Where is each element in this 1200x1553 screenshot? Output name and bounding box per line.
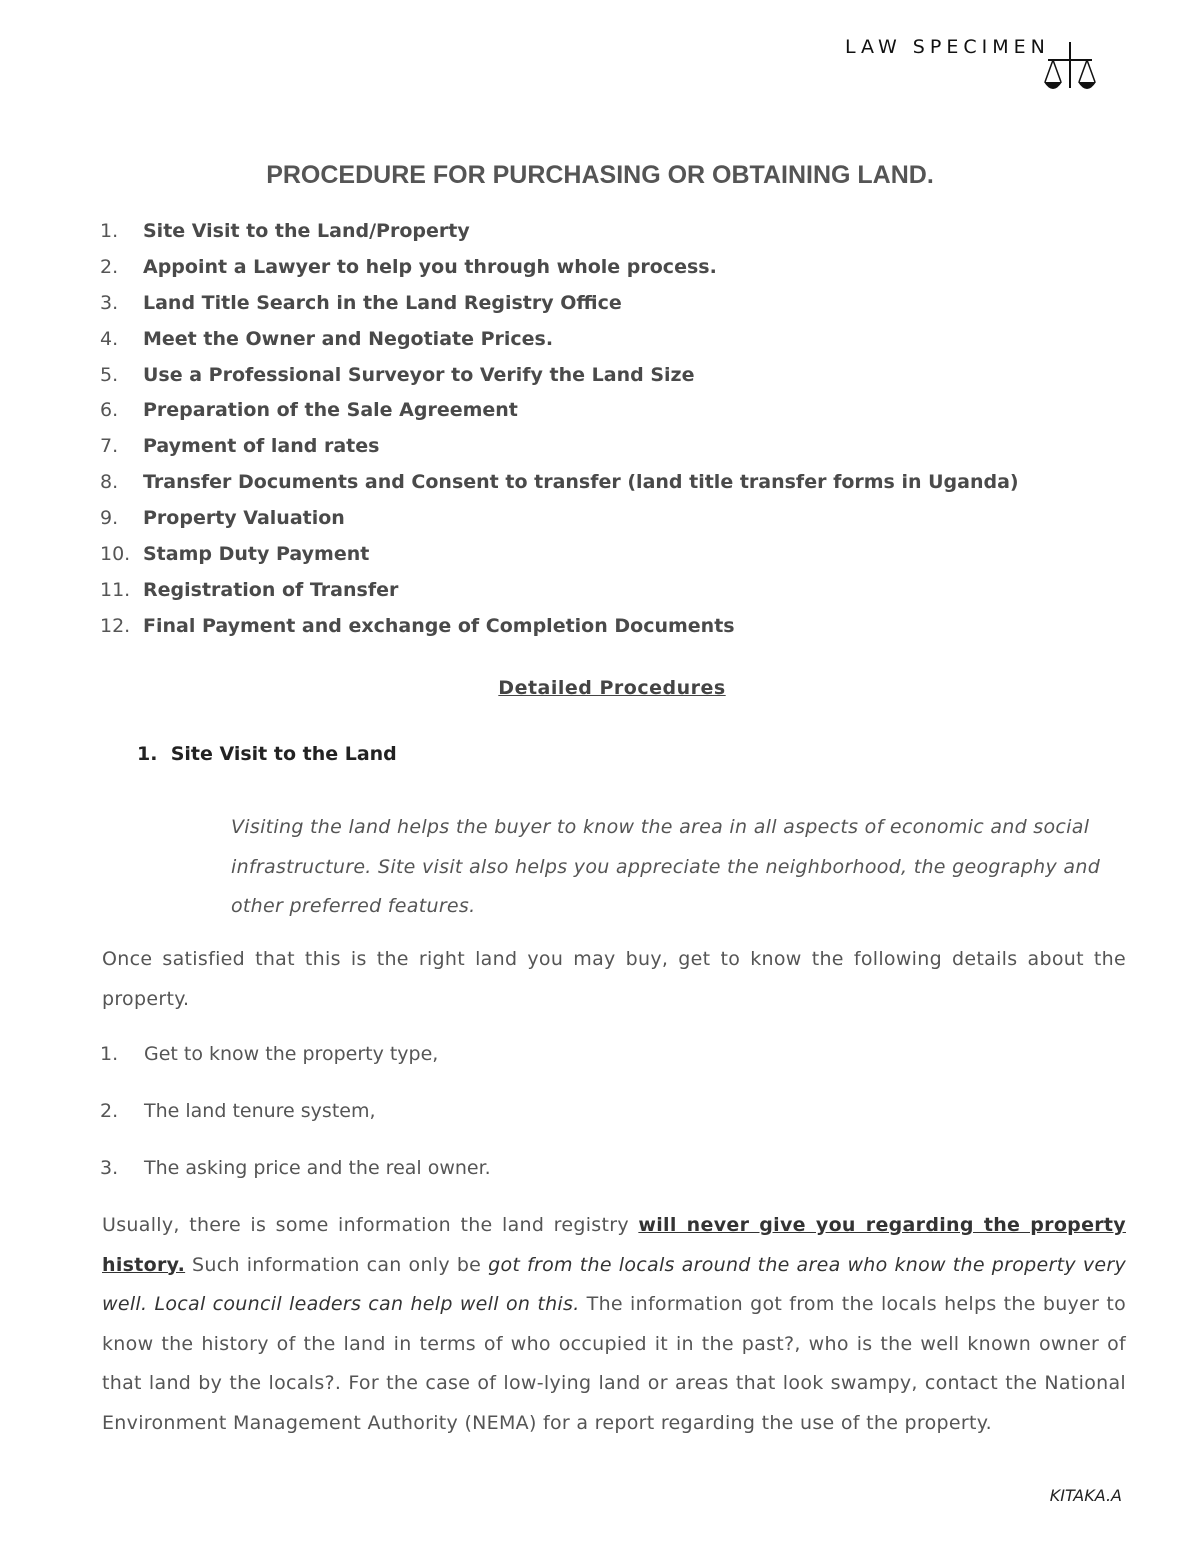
list-number: 3. (100, 291, 119, 314)
list-item (100, 504, 1019, 540)
footer-author: KITAKA.A (1049, 1486, 1122, 1505)
list-text: Property Valuation (143, 507, 345, 530)
subheading-number: 1. (137, 743, 158, 765)
list-item (100, 576, 1019, 612)
list-text: Final Payment and exchange of Completion Documents (143, 614, 735, 637)
history-text-c: Such information can only be (185, 1253, 489, 1276)
list-number: 2. (100, 1100, 119, 1122)
list-text: Site Visit to the Land/Property (143, 220, 470, 242)
list-item (100, 1154, 491, 1211)
scales-of-justice-icon (1040, 38, 1100, 96)
list-item (100, 1040, 491, 1097)
list-item (100, 361, 1019, 397)
list-text: Preparation of the Sale Agreement (143, 399, 518, 422)
list-item (100, 432, 1019, 468)
list-number: 9. (100, 507, 119, 530)
list-item (100, 217, 1019, 253)
list-item (100, 396, 1019, 432)
list-text: Appoint a Lawyer to help you through whole process. (143, 255, 717, 278)
list-text: The land tenure system, (144, 1100, 376, 1122)
list-item (100, 612, 1019, 648)
list-text: Land Title Search in the Land Registry Office (143, 291, 622, 314)
history-italic: got from the locals around the area who know the property very well. Local council leaders can help well on this. (102, 1253, 1127, 1315)
list-text: Meet the Owner and Negotiate Prices. (143, 327, 554, 350)
list-item (100, 289, 1019, 325)
logo-text: LAW SPECIMEN (845, 36, 1050, 58)
list-text: Use a Professional Surveyor to Verify the Land Size (143, 363, 695, 386)
history-emphasis: will never give you regarding the property history. (102, 1214, 1126, 1276)
list-text: Stamp Duty Payment (143, 543, 370, 566)
list-text: Get to know the property type, (144, 1043, 439, 1065)
list-number: 1. (100, 220, 119, 242)
procedure-steps-list (100, 217, 1019, 648)
intro-paragraph: Once satisfied that this is the right land you may buy, get to know the following details about the property. (102, 948, 1126, 1010)
history-paragraph (102, 1206, 1126, 1443)
history-text-a: Usually, there is some information the land registry (102, 1214, 639, 1236)
list-number: 4. (100, 327, 119, 350)
details-list (100, 1040, 491, 1211)
list-number: 1. (100, 1043, 119, 1065)
list-number: 11. (100, 578, 131, 601)
quote-paragraph: Visiting the land helps the buyer to know the area in all aspects of economic and social infrastructure. Site visit also helps you appreciate the neighborhood, the geography and other preferred features. (231, 816, 1101, 917)
list-number: 12. (100, 614, 131, 637)
list-text: Registration of Transfer (143, 578, 399, 601)
list-number: 8. (100, 471, 119, 494)
subheading-text: Site Visit to the Land (170, 743, 397, 765)
list-item (100, 540, 1019, 576)
history-text-e: The information got from the locals helps the buyer to know the history of the land in terms of who occupied it in the past?, who is the well known owner of that land by the locals?. For the case of low-lying land or areas that look swampy, contact the National Environment Management Authority (NEMA) for a report regarding the use of the property. (102, 1293, 1126, 1434)
list-number: 10. (100, 543, 131, 566)
list-text: The asking price and the real owner. (144, 1157, 491, 1179)
list-item (100, 325, 1019, 361)
page-title: PROCEDURE FOR PURCHASING OR OBTAINING LAND. (266, 161, 934, 189)
list-text: Transfer Documents and Consent to transfer (land title transfer forms in Uganda) (143, 471, 1019, 494)
list-number: 7. (100, 435, 119, 458)
list-item (100, 468, 1019, 504)
list-number: 3. (100, 1157, 119, 1179)
section-heading: Detailed Procedures (498, 677, 726, 699)
list-number: 6. (100, 399, 119, 422)
list-item (100, 253, 1019, 289)
list-number: 2. (100, 255, 119, 278)
list-number: 5. (100, 363, 119, 386)
list-text: Payment of land rates (143, 435, 380, 458)
subheading-site-visit (137, 743, 397, 765)
list-item (100, 1097, 491, 1154)
